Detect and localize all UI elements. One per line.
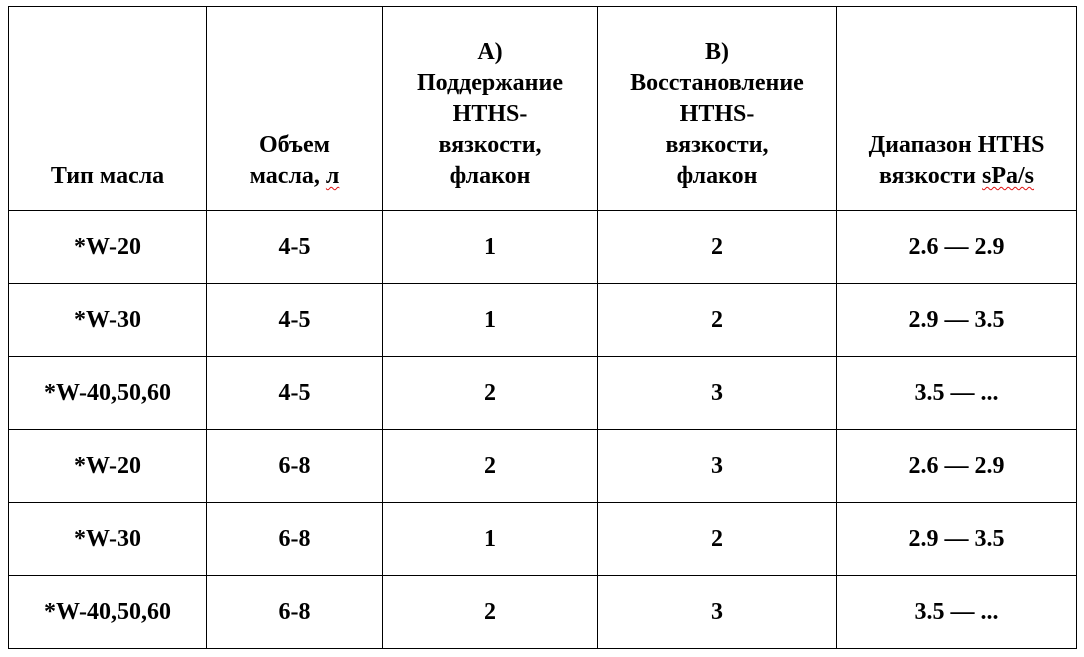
header-range-line-2: вязкости: [878, 163, 977, 189]
table-row: [9, 503, 1077, 576]
cell-maintain-bottles: 1: [383, 211, 598, 284]
cell-restore-bottles: 3: [598, 430, 837, 503]
cell-volume: 6-8: [207, 430, 383, 503]
cell-restore-bottles: 2: [598, 503, 837, 576]
header-restore-line-4: вязкости,: [665, 132, 769, 158]
header-oil-type: [9, 7, 207, 211]
header-hths-range: [837, 7, 1077, 211]
cell-oil-type: *W-40,50,60: [9, 576, 207, 649]
cell-oil-type: *W-20: [9, 430, 207, 503]
cell-maintain-bottles: 2: [383, 357, 598, 430]
cell-hths-range: 2.9 — 3.5: [837, 284, 1077, 357]
table-row: [9, 211, 1077, 284]
table-header: [9, 7, 1077, 211]
cell-restore-bottles: 2: [598, 211, 837, 284]
header-oil-volume-unit: л: [325, 163, 340, 189]
cell-volume: 4-5: [207, 357, 383, 430]
header-oil-volume: [207, 7, 383, 211]
header-restore-hths: [598, 7, 837, 211]
header-maintain-hths: [383, 7, 598, 211]
cell-volume: 4-5: [207, 284, 383, 357]
table-body: [9, 211, 1077, 649]
header-maintain-line-2: Поддержание: [417, 70, 563, 96]
cell-volume: 6-8: [207, 576, 383, 649]
cell-hths-range: 3.5 — ...: [837, 357, 1077, 430]
cell-oil-type: *W-20: [9, 211, 207, 284]
cell-volume: 4-5: [207, 211, 383, 284]
header-maintain-line-1: А): [477, 39, 503, 65]
table-row: [9, 284, 1077, 357]
header-restore-line-3: HTHS-: [679, 101, 755, 127]
cell-restore-bottles: 2: [598, 284, 837, 357]
cell-maintain-bottles: 2: [383, 576, 598, 649]
oil-viscosity-table: [8, 6, 1077, 649]
header-oil-volume-line-2: масла,: [249, 163, 320, 189]
cell-maintain-bottles: 1: [383, 503, 598, 576]
cell-oil-type: *W-40,50,60: [9, 357, 207, 430]
table-row: [9, 430, 1077, 503]
header-oil-volume-line-1: Объем: [258, 132, 331, 158]
header-range-unit: sPa/s: [982, 163, 1035, 189]
header-restore-line-5: флакон: [676, 163, 758, 189]
cell-maintain-bottles: 2: [383, 430, 598, 503]
table-row: [9, 357, 1077, 430]
header-restore-line-1: В): [705, 39, 729, 65]
header-range-line-1: Диапазон HTHS: [868, 132, 1045, 158]
cell-hths-range: 3.5 — ...: [837, 576, 1077, 649]
cell-oil-type: *W-30: [9, 284, 207, 357]
header-restore-line-2: Восстановление: [630, 70, 804, 96]
header-maintain-line-5: флакон: [449, 163, 531, 189]
cell-hths-range: 2.9 — 3.5: [837, 503, 1077, 576]
header-maintain-line-4: вязкости,: [438, 132, 542, 158]
cell-volume: 6-8: [207, 503, 383, 576]
header-row: [9, 7, 1077, 211]
cell-hths-range: 2.6 — 2.9: [837, 211, 1077, 284]
cell-hths-range: 2.6 — 2.9: [837, 430, 1077, 503]
cell-maintain-bottles: 1: [383, 284, 598, 357]
cell-oil-type: *W-30: [9, 503, 207, 576]
header-maintain-line-3: HTHS-: [452, 101, 528, 127]
cell-restore-bottles: 3: [598, 576, 837, 649]
table-row: [9, 576, 1077, 649]
cell-restore-bottles: 3: [598, 357, 837, 430]
header-oil-type-text: Тип масла: [50, 163, 165, 189]
